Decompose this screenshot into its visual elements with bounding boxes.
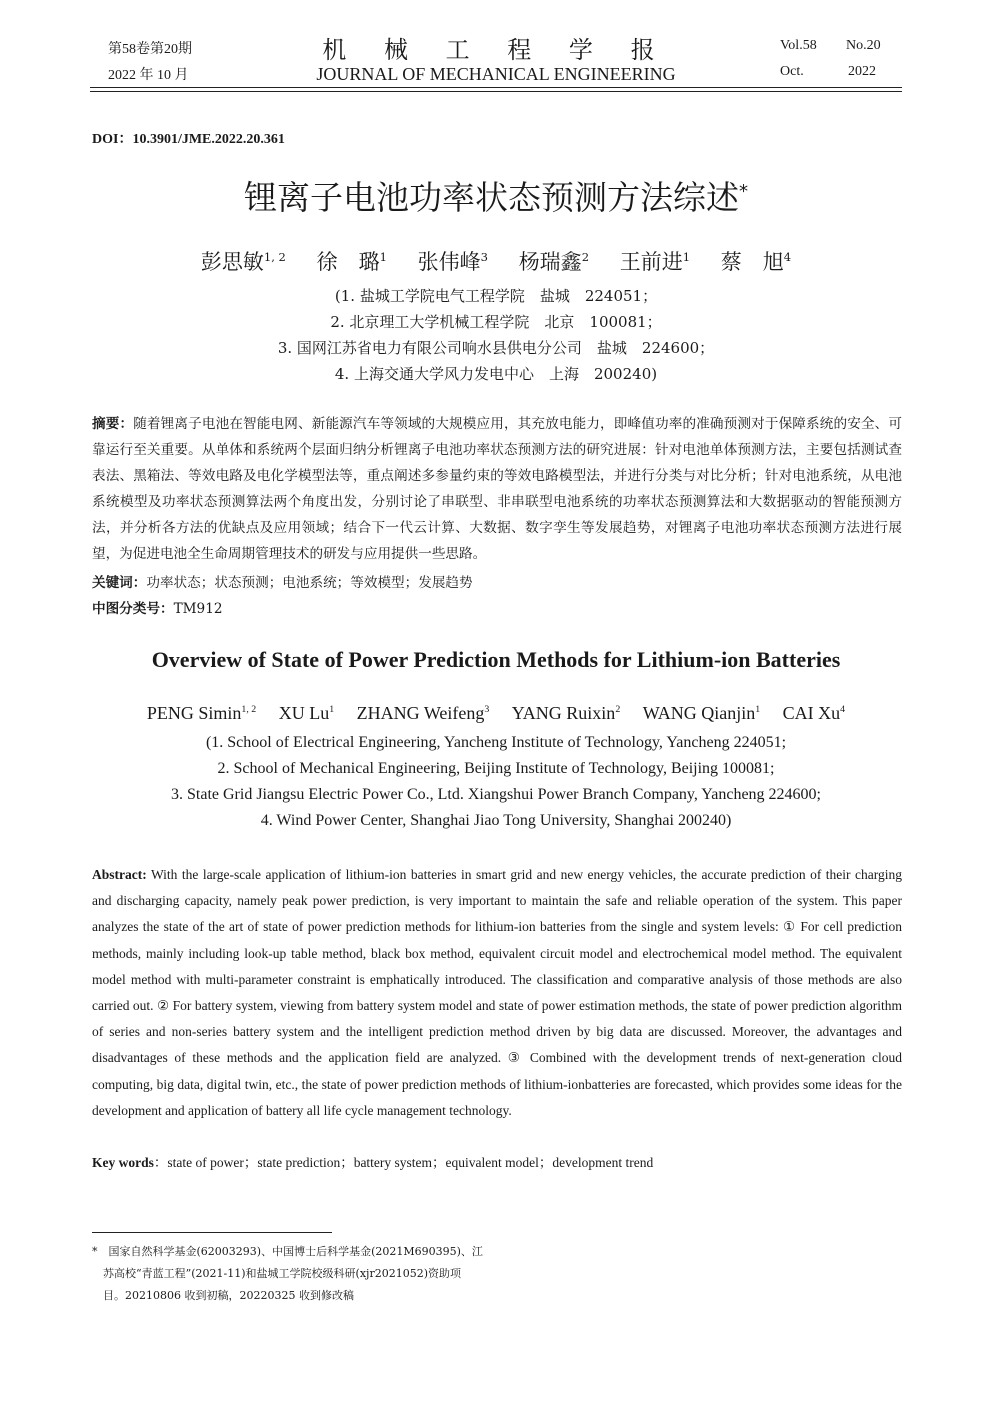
keywords-cn	[92, 570, 902, 596]
issue-en: No.20	[846, 38, 881, 53]
date-cn: 2022 年 10 月	[108, 68, 189, 83]
author-cn: 张伟峰$^3$	[417, 250, 488, 274]
footnote-line: 苏高校“青蓝工程”(2021-11)和盐城工学院校级科研(xjr2021052)资助项	[92, 1267, 461, 1280]
abstract-en	[92, 862, 902, 1124]
month-en: Oct.	[780, 64, 804, 79]
paper-title-en: Overview of State of Power Prediction Methods for Lithium-ion Batteries	[151, 647, 841, 672]
classification-label: 中图分类号：	[92, 601, 174, 617]
title-footnote-mark: *	[738, 181, 749, 202]
volume-issue-cn: 第58卷第20期	[108, 42, 192, 57]
author-en: PENG Simin$^{1, 2}$	[146, 703, 257, 723]
keywords-en-text: ：state of power；state prediction；battery system；equivalent model；development trend	[153, 1155, 654, 1170]
keywords-cn-label: 关键词：	[92, 575, 147, 591]
footnote	[92, 1241, 512, 1307]
header-rule	[90, 87, 902, 88]
doi: DOI：10.3901/JME.2022.20.361	[92, 132, 285, 147]
author-en: XU Lu$^1$	[278, 703, 335, 723]
keywords-en-label: Key words	[92, 1155, 154, 1170]
paper-title-cn-text: 锂离子电池功率状态预测方法综述	[243, 178, 739, 217]
footnote-rule	[92, 1232, 332, 1233]
paper-title-cn	[0, 172, 992, 219]
author-en: WANG Qianjin$^1$	[642, 703, 761, 723]
author-cn: 彭思敏$^{1, 2}$	[200, 250, 286, 274]
affiliation-cn: 3. 国网江苏省电力有限公司响水县供电分公司 盐城 224600；	[277, 339, 715, 357]
volume-en: Vol.58	[780, 38, 817, 53]
keywords-en	[92, 1150, 902, 1176]
classification-value: TM912	[173, 601, 223, 617]
author-en: CAI Xu$^4$	[782, 703, 846, 723]
year-en: 2022	[848, 64, 876, 79]
author-cn: 杨瑞鑫$^2$	[518, 250, 590, 274]
journal-title-en: JOURNAL OF MECHANICAL ENGINEERING	[316, 64, 676, 84]
footnote-line: * 国家自然科学基金(62003293)、中国博士后科学基金(2021M690395)、江	[92, 1245, 483, 1258]
affiliation-en: (1. School of Electrical Engineering, Yancheng Institute of Technology, Yancheng 224051;	[205, 734, 787, 751]
abstract-cn-label: 摘要：	[92, 416, 134, 432]
abstract-cn	[92, 411, 902, 567]
author-en: YANG Ruixin$^2$	[511, 703, 621, 723]
author-cn: 蔡 旭$^4$	[720, 250, 792, 274]
classification-number	[92, 596, 902, 622]
affiliation-cn: 2. 北京理工大学机械工程学院 北京 100081；	[330, 313, 662, 331]
header-rule-thin	[90, 91, 902, 92]
keywords-cn-text: 功率状态；状态预测；电池系统；等效模型；发展趋势	[146, 575, 473, 591]
footnote-line: 目。20210806 收到初稿，20220325 收到修改稿	[92, 1289, 354, 1302]
journal-title-cn: 机 械 工 程 学 报	[322, 36, 670, 64]
affiliation-en: 3. State Grid Jiangsu Electric Power Co., Ltd. Xiangshui Power Branch Company, Yancheng 224600;	[171, 786, 821, 803]
authors-en	[0, 703, 992, 724]
abstract-cn-text: 随着锂离子电池在智能电网、新能源汽车等领域的大规模应用，其充放电能力，即峰值功率的准确预测对于保障系统的安全、可靠运行至关重要。从单体和系统两个层面归纳分析锂离子电池功率状态预测方法的研究进展：针对电池单体预测方法，主要包括测试查表法、黑箱法、等效电路及电化学模型法等，重点阐述多参量约束的等效电路模型法，并进行分类与对比分析；针对电池系统，从电池系统模型及功率状态预测算法两个角度出发，分别讨论了串联型、非串联型电池系统的功率状态预测算法和大数据驱动的智能预测方法，并分析各方法的优缺点及应用领域；结合下一代云计算、大数据、数字孪生等发展趋势，对锂离子电池功率状态预测方法进行展望，为促进电池全生命周期管理技术的研发与应用提供一些思路。	[92, 416, 903, 562]
affiliation-en: 2. School of Mechanical Engineering, Beijing Institute of Technology, Beijing 100081;	[217, 760, 775, 777]
abstract-en-label: Abstract:	[92, 867, 147, 882]
author-cn: 王前进$^1$	[619, 250, 691, 274]
author-en: ZHANG Weifeng$^3$	[356, 703, 490, 723]
affiliation-en: 4. Wind Power Center, Shanghai Jiao Tong University, Shanghai 200240)	[260, 812, 732, 829]
authors-cn	[0, 246, 992, 276]
affiliation-cn: 4. 上海交通大学风力发电中心 上海 200240)	[334, 365, 658, 383]
abstract-en-text: With the large-scale application of lithium-ion batteries in smart grid and new energy vehicles, the accurate prediction of their charging and discharging capacity, namely peak power prediction, is very important to maintain the safe and reliable operation of the system. This paper analyzes the state of the art of state of power prediction methods for lithium-ion batteries from the single and system levels: ① For cell prediction methods, mainly including look-up table method, black box method, equivalent circuit model and electrochemical model method. The equivalent model method with multi-parameter constraint is emphatically introduced. The classification and comparative analysis of those methods are also carried out. ② For battery system, viewing from battery system model and state of power estimation methods, the state of power prediction algorithm of series and non-series battery system and the intelligent prediction method driven by big data are discussed. Moreover, the advantages and disadvantages of these methods and the application field are analyzed. ③ Combined with the development trends of next-generation cloud computing, big data, digital twin, etc., the state of power prediction methods of lithium-ionbatteries are forecasted, which provides some ideas for the development and application of battery all life cycle management technology.	[92, 867, 902, 1118]
affiliation-cn: (1. 盐城工学院电气工程学院 盐城 224051；	[334, 287, 658, 305]
author-cn: 徐 璐$^1$	[316, 250, 387, 274]
